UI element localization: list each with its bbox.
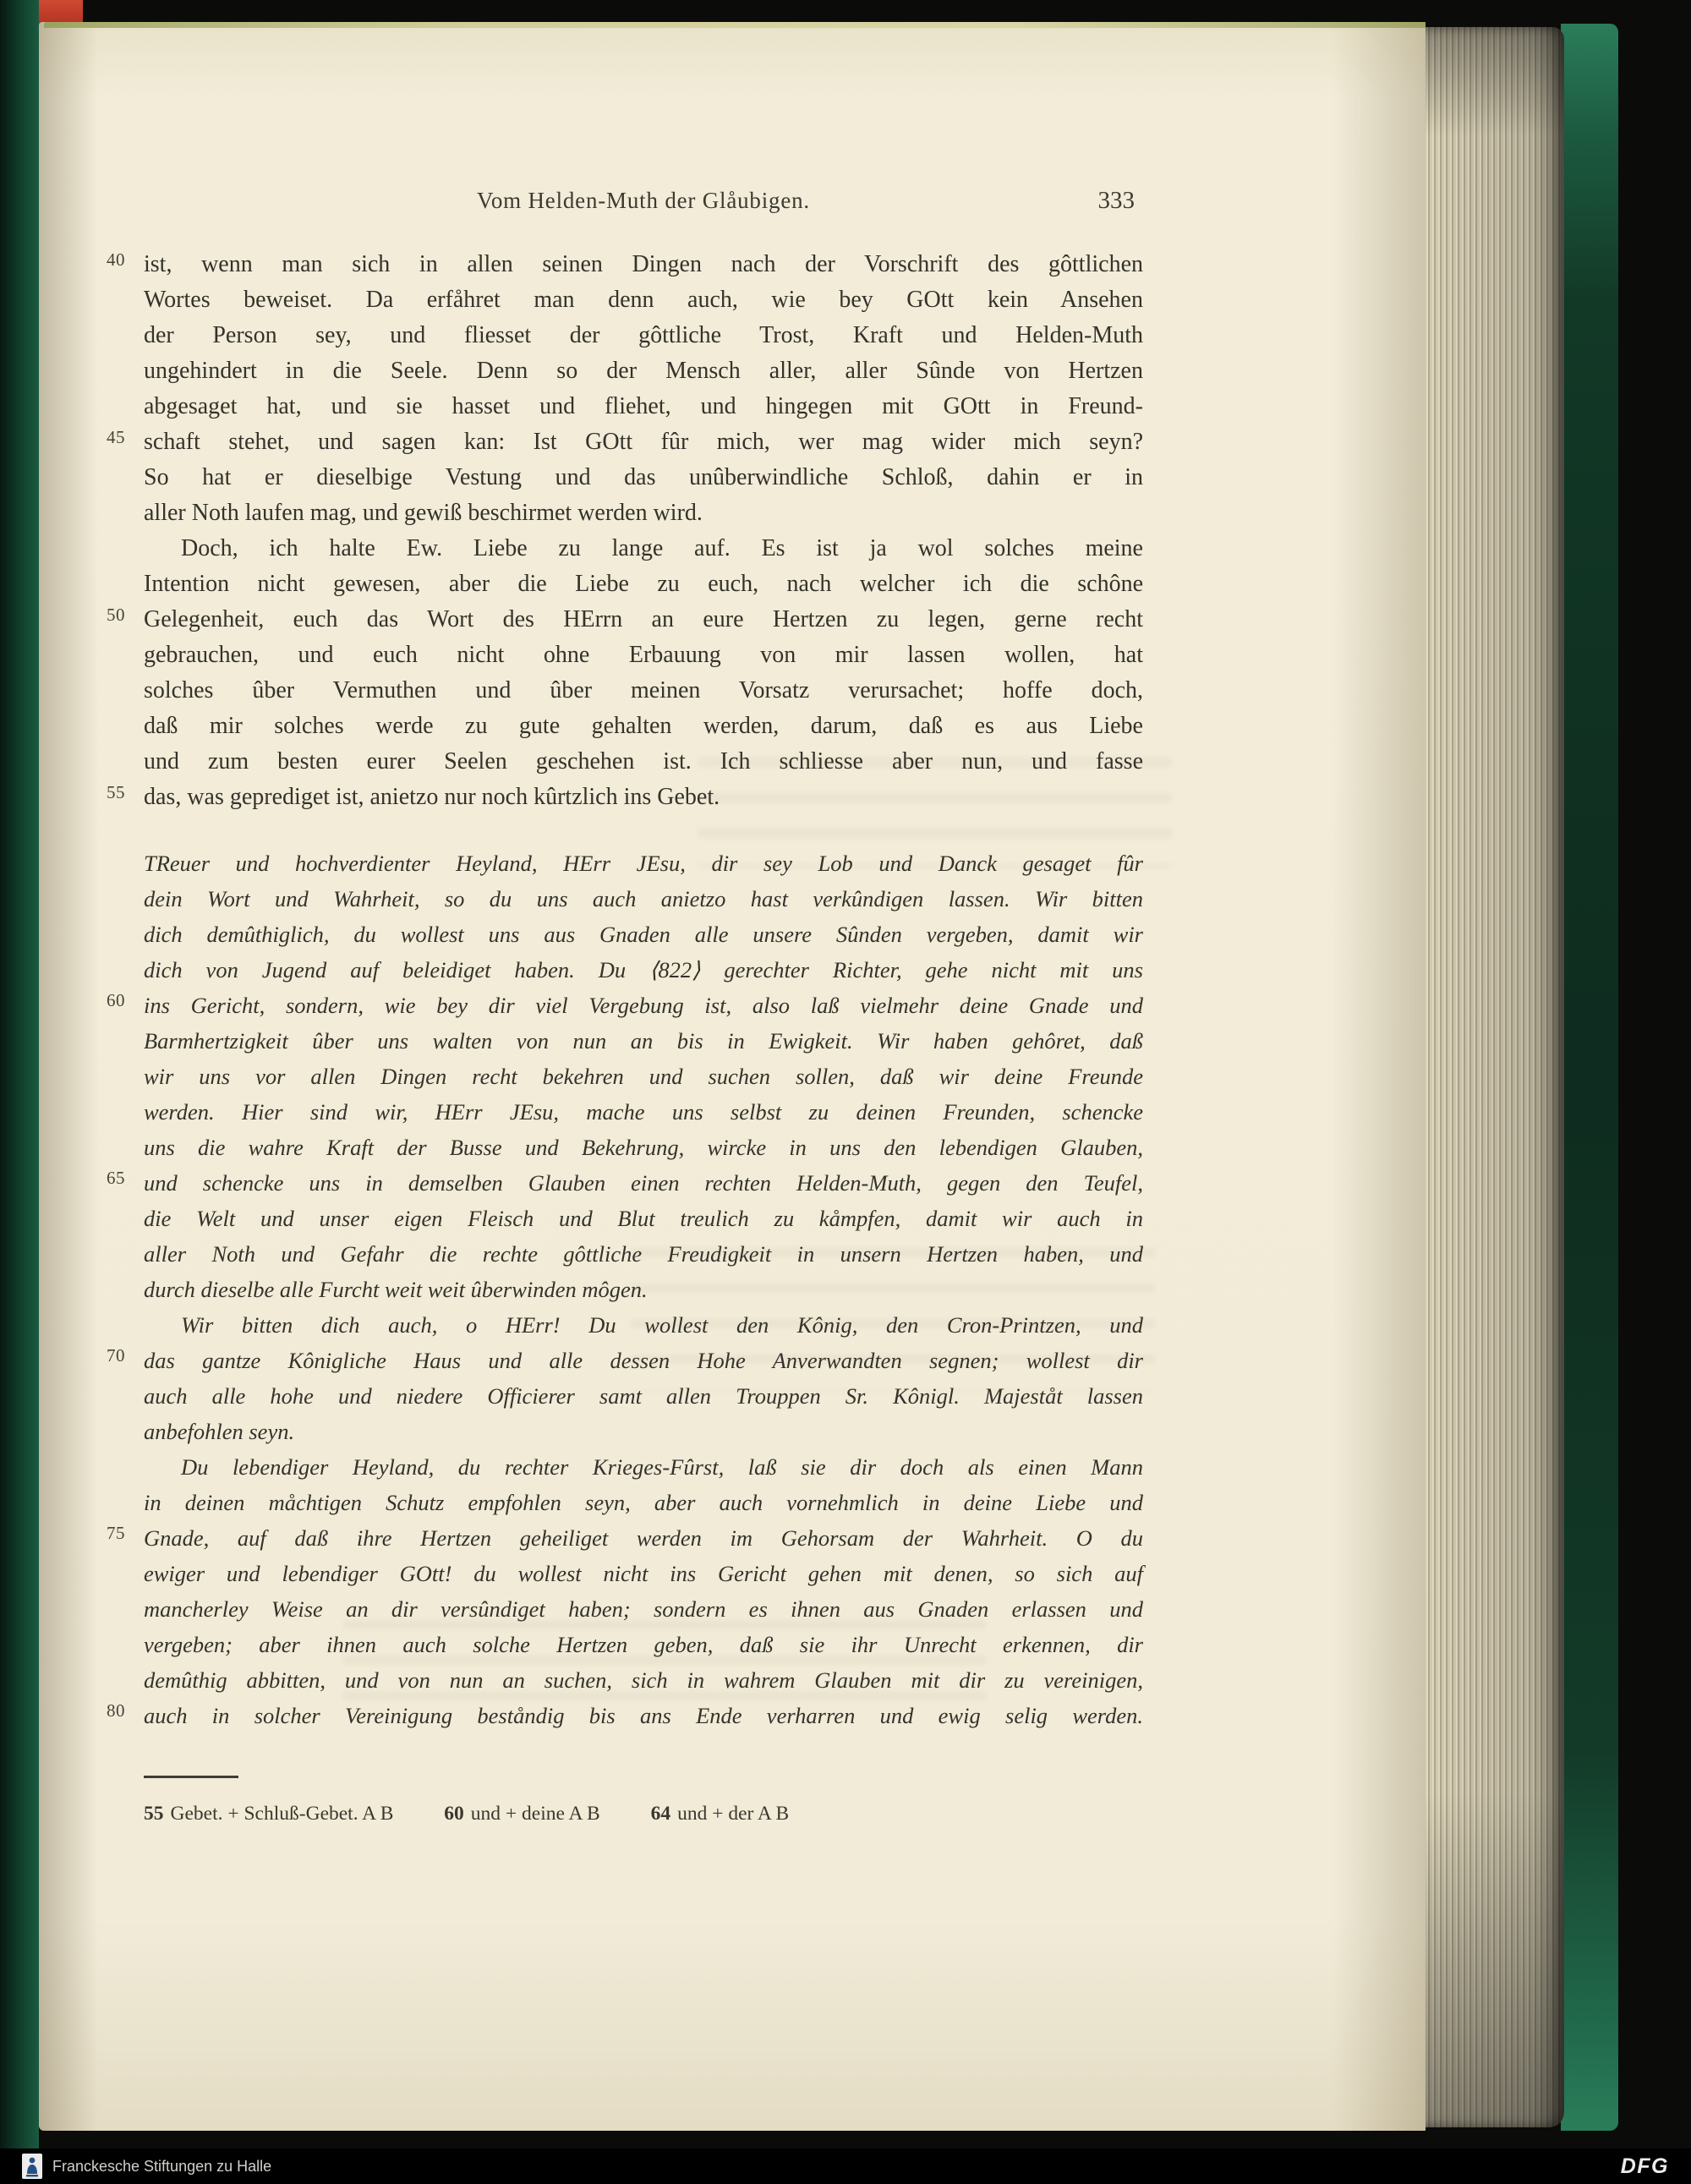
text-line: ist, wenn man sich in allen seinen Dingen nach der Vorschrift des gôttlichen [144,251,1143,277]
footnote-item [444,1803,599,1825]
text-line-row [144,460,1143,495]
text-line: wir uns vor allen Dingen recht bekehren und suchen sollen, daß wir deine Freunde [144,1064,1143,1089]
text-line-row [144,282,1143,318]
text-line: die Welt und unser eigen Fleisch und Blut treulich zu kåmpfen, damit wir auch in [144,1206,1143,1231]
footnote-item [651,1803,790,1825]
text-line-row [144,881,1143,917]
text-line: in deinen måchtigen Schutz empfohlen seyn, aber auch vornehmlich in deine Liebe und [144,1490,1143,1515]
text-line: werden. Hier sind wir, HErr JEsu, mache uns selbst zu deinen Freunden, schencke [144,1099,1143,1125]
text-line-row [144,1556,1143,1591]
margin-line-number: 40 [107,249,125,270]
running-title: Vom Helden-Muth der Glåubigen. [477,188,810,213]
text-line-row [144,709,1143,744]
text-line: abgesaget hat, und sie hasset und fliehet, und hingegen mit GOtt in Freund- [144,393,1143,419]
text-line: der Person sey, und fliesset der gôttliche Trost, Kraft und Helden-Muth [144,322,1143,348]
text-line-row [107,1343,1143,1378]
text-line: solches ûber Vermuthen und ûber meinen Vorsatz verursachet; hoffe doch, [144,677,1143,703]
footnote-ref: 64 [650,1803,671,1825]
text-line-row [144,1272,1143,1307]
text-line-row [144,744,1143,780]
margin-line-number: 80 [107,1700,125,1721]
text-line: Wir bitten dich auch, o HErr! Du wollest den Kônig, den Cron-Printzen, und [181,1312,1143,1338]
text-line-row [107,602,1143,638]
text-line-row [144,846,1143,881]
page-number: 333 [1097,187,1135,214]
text-line: auch in solcher Vereinigung beståndig bis ans Ende verharren und ewig selig werden. [144,1703,1143,1728]
text-line-row [107,1165,1143,1201]
franckesche-stiftungen-logo [22,2154,42,2179]
text-line-row [144,1662,1143,1698]
text-line-row [144,353,1143,389]
text-line-row [144,1627,1143,1662]
paragraph [107,247,1143,531]
institution-group [22,2154,271,2179]
text-line: durch dieselbe alle Furcht weit weit ûberwinden môgen. [144,1277,648,1302]
text-line: Intention nicht gewesen, aber die Liebe zu euch, nach welcher ich die schône [144,571,1143,597]
text-line-row [144,1414,1143,1449]
text-line: demûthig abbitten, und von nun an suchen, sich in wahrem Glauben mit dir zu vereinigen, [144,1667,1143,1693]
paragraph [107,1449,1143,1733]
text-line: das gantze Kônigliche Haus und alle dessen Hohe Anverwandten segnen; wollest dir [144,1348,1143,1373]
book-cover-right-edge [1561,24,1618,2131]
text-line: So hat er dieselbige Vestung und das unûberwindliche Schloß, dahin er in [144,464,1143,490]
margin-line-number: 65 [107,1168,125,1188]
text-line: Wortes beweiset. Da erfåhret man denn auch, wie bey GOtt kein Ansehen [144,287,1143,313]
paragraph [107,846,1143,1307]
text-line: anbefohlen seyn. [144,1419,295,1444]
text-line-row [107,780,1143,815]
viewer-bottom-bar [0,2148,1691,2184]
text-line-row [144,567,1143,602]
text-line: das, was geprediget ist, anietzo nur noch kûrtzlich ins Gebet. [144,784,720,810]
text-line-row [144,1449,1143,1485]
text-line-row [144,1201,1143,1236]
text-line: Du lebendiger Heyland, du rechter Krieges-Fûrst, laß sie dir doch als einen Mann [181,1454,1143,1480]
paragraph [107,531,1143,815]
book-page [39,22,1426,2131]
text-line-row [144,1591,1143,1627]
text-line: mancherley Weise an dir versûndiget haben; sondern es ihnen aus Gnaden erlassen und [144,1596,1143,1622]
text-line: ins Gericht, sondern, wie bey dir viel Vergebung ist, also laß vielmehr deine Gnade und [144,993,1143,1018]
text-line: Gnade, auf daß ihre Hertzen geheiliget werden im Gehorsam der Wahrheit. O du [144,1525,1143,1551]
text-line-row [107,424,1143,460]
text-line-row [144,1023,1143,1059]
text-line: daß mir solches werde zu gute gehalten werden, darum, daß es aus Liebe [144,713,1143,739]
text-line: Doch, ich halte Ew. Liebe zu lange auf. Es ist ja wol solches meine [181,535,1143,561]
text-line: uns die wahre Kraft der Busse und Bekehrung, wircke in uns den lebendigen Glauben, [144,1135,1143,1160]
text-line-row [144,952,1143,988]
margin-line-number: 55 [107,782,125,802]
footnote-separator-rule [144,1776,238,1778]
text-line: ewiger und lebendiger GOtt! du wollest nicht ins Gericht gehen mit denen, so sich auf [144,1561,1143,1586]
footnote-ref: 55 [144,1803,164,1825]
margin-line-number: 50 [107,605,125,625]
text-line: aller Noth laufen mag, und gewiß beschirmet werden wird. [144,500,703,526]
text-line-row [144,1378,1143,1414]
text-line: Gelegenheit, euch das Wort des HErrn an eure Hertzen zu legen, gerne recht [144,606,1143,632]
text-line-row [107,247,1143,282]
footnote-ref: 60 [444,1803,464,1825]
margin-line-number: 60 [107,990,125,1010]
page-header [144,188,1143,225]
text-line: und schencke uns in demselben Glauben einen rechten Helden-Muth, gegen den Teufel, [144,1170,1143,1196]
text-line: Barmhertzigkeit ûber uns walten von nun an bis in Ewigkeit. Wir haben gehôret, daß [144,1028,1143,1054]
text-line-row [107,988,1143,1023]
text-line-row [144,1307,1143,1343]
footnote-text: und + der A B [677,1803,790,1825]
text-line: dich demûthiglich, du wollest uns aus Gnaden alle unsere Sûnden vergeben, damit wir [144,922,1143,947]
margin-line-number: 45 [107,427,125,447]
text-line: aller Noth und Gefahr die rechte gôttliche Freudigkeit in unsern Hertzen haben, und [144,1241,1143,1267]
book-cover-left-edge [0,0,39,2184]
paragraph [107,1307,1143,1449]
text-line-row [144,1130,1143,1165]
text-line-row [144,531,1143,567]
text-line-row [144,1059,1143,1094]
text-line: gebrauchen, und euch nicht ohne Erbauung von mir lassen wollen, hat [144,642,1143,668]
dfg-logo: DFG [1620,2154,1669,2178]
text-line-row [107,1520,1143,1556]
text-line-row [144,1236,1143,1272]
text-line-row [107,1698,1143,1733]
text-line-row [144,917,1143,952]
text-line: vergeben; aber ihnen auch solche Hertzen geben, daß sie ihr Unrecht erkennen, dir [144,1632,1143,1657]
footnote-text: und + deine A B [470,1803,600,1825]
text-line-row [144,673,1143,709]
text-block [107,247,1143,1733]
text-line-row [144,318,1143,353]
text-line-row [144,495,1143,531]
footnote-text: Gebet. + Schluß-Gebet. A B [170,1803,394,1825]
text-line-row [144,389,1143,424]
footnotes [144,1803,1143,1825]
text-line: TReuer und hochverdienter Heyland, HErr JEsu, dir sey Lob und Danck gesaget fûr [144,851,1143,876]
margin-line-number: 70 [107,1345,125,1366]
text-line: auch alle hohe und niedere Officierer samt allen Trouppen Sr. Kônigl. Majeståt lassen [144,1383,1143,1409]
text-line-row [144,1485,1143,1520]
text-line: ungehindert in die Seele. Denn so der Mensch aller, aller Sûnde von Hertzen [144,358,1143,384]
footnote-item [144,1803,393,1825]
text-line-row [144,638,1143,673]
text-line: und zum besten eurer Seelen geschehen ist. Ich schliesse aber nun, und fasse [144,748,1143,775]
institution-label: Franckesche Stiftungen zu Halle [52,2157,272,2175]
text-line: schaft stehet, und sagen kan: Ist GOtt fûr mich, wer mag wider mich seyn? [144,429,1143,455]
text-line: dich von Jugend auf beleidiget haben. Du ⟨822⟩ gerechter Richter, gehe nicht mit uns [144,957,1143,983]
text-line: dein Wort und Wahrheit, so du uns auch anietzo hast verkûndigen lassen. Wir bitten [144,886,1143,911]
margin-line-number: 75 [107,1523,125,1543]
text-line-row [144,1094,1143,1130]
